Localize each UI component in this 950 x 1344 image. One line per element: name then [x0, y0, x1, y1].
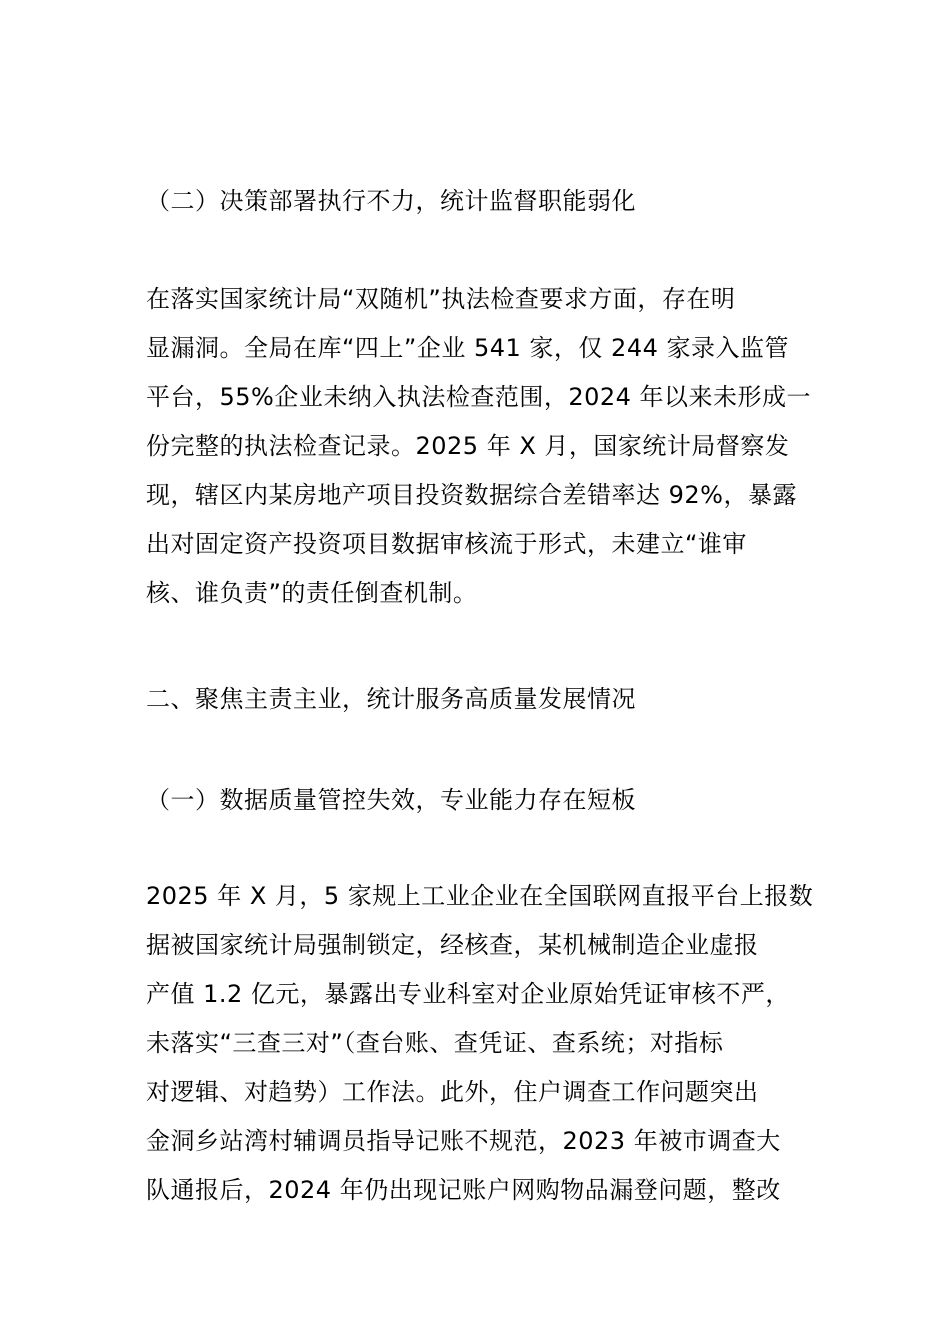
paragraph-line: 产值 1.2 亿元，暴露出专业科室对企业原始凭证审核不严， — [146, 980, 790, 1008]
paragraph-line: 在落实国家统计局“双随机”执法检查要求方面，存在明 — [146, 285, 736, 313]
paragraph-line: 核、谁负责”的责任倒查机制。 — [146, 579, 478, 607]
paragraph-line: 现，辖区内某房地产项目投资数据综合差错率达 92%，暴露 — [146, 481, 797, 509]
paragraph-line: 份完整的执法检查记录。2025 年 X 月，国家统计局督察发 — [146, 432, 790, 460]
paragraph-line: 据被国家统计局强制锁定，经核查，某机械制造企业虚报 — [146, 931, 759, 959]
paragraph-line: 平台，55%企业未纳入执法检查范围，2024 年以来未形成一 — [146, 383, 812, 411]
paragraph-line: 未落实“三查三对”（查台账、查凭证、查系统；对指标 — [146, 1029, 724, 1057]
section-heading-data-quality: （一）数据质量管控失效，专业能力存在短板 — [146, 786, 636, 814]
section-heading-main-responsibility: 二、聚焦主责主业，统计服务高质量发展情况 — [146, 685, 636, 713]
paragraph-line: 2025 年 X 月，5 家规上工业企业在全国联网直报平台上报数 — [146, 882, 814, 910]
section-heading-decision-execution: （二）决策部署执行不力，统计监督职能弱化 — [146, 187, 636, 215]
paragraph-line: 金洞乡站湾村辅调员指导记账不规范，2023 年被市调查大 — [146, 1127, 781, 1155]
paragraph-data-quality-issues — [146, 872, 816, 1215]
paragraph-line: 队通报后，2024 年仍出现记账户网购物品漏登问题，整改 — [146, 1176, 781, 1204]
paragraph-line: 显漏洞。全局在库“四上”企业 541 家，仅 244 家录入监管 — [146, 334, 789, 362]
paragraph-line: 对逻辑、对趋势）工作法。此外，住户调查工作问题突出 — [146, 1078, 759, 1106]
paragraph-supervision-issues — [146, 275, 816, 618]
paragraph-line: 出对固定资产投资项目数据审核流于形式，未建立“谁审 — [146, 530, 747, 558]
